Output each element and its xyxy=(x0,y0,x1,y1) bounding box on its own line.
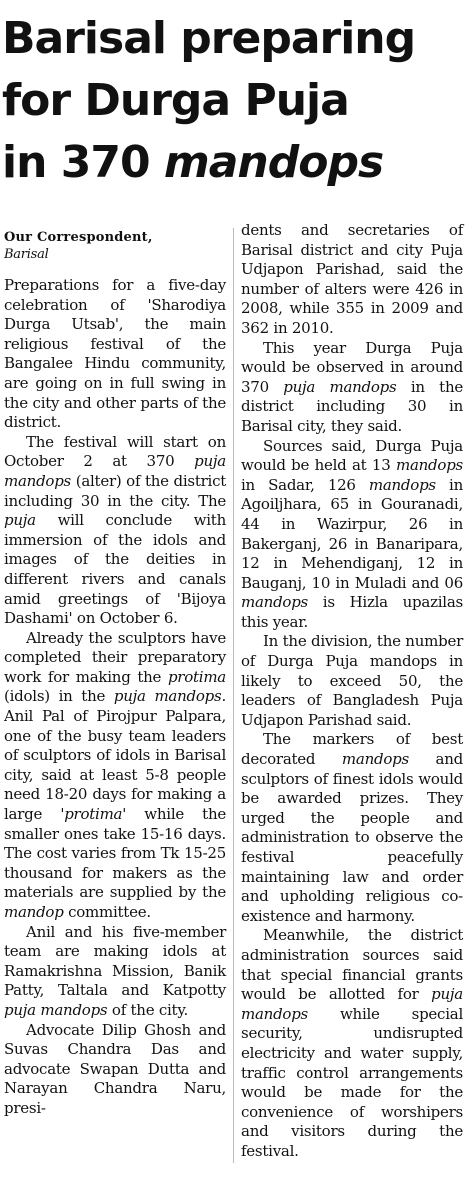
paragraph: Anil and his five-member team are making idols at Ramakrishna Mission, Banik Patty, Taltala and Katpotty puja mandops of the city. xyxy=(4,922,226,1019)
headline-line-2: for Durga Puja xyxy=(2,75,349,126)
paragraph: This year Durga Puja would be observed in around 370 puja mandops in the district including 30 in Barisal city, they said. xyxy=(241,338,463,435)
paragraph: Sources said, Durga Puja would be held at 13 mandops in Sadar, 126 mandops in Agoiljhara, 65 in Gouranadi, 44 in Wazirpur, 26 in Bakerganj, 26 in Banaripara, 12 in Mehendiganj, 12 in Bauganj, 10 in Muladi and 06 mandops is Hizla upazilas this year. xyxy=(241,436,463,631)
byline-place: Barisal xyxy=(4,247,49,262)
headline-line-3-text: in 370 xyxy=(2,137,164,188)
article-column-left xyxy=(4,230,226,1119)
paragraph: Preparations for a five-day celebration of 'Sharodiya Durga Utsab', the main religious festival of the Bangalee Hindu community, are going on in full swing in the city and other parts of the district. xyxy=(4,276,226,432)
paragraph: Already the sculptors have completed their preparatory work for making the protima (idols) in the puja mandops. Anil Pal of Pirojpur Palpara, one of the busy team leaders of sculptors of idols in Barisal city, said at least 5-8 people need 18-20 days for making a large 'protima' while the smaller ones take 15-16 days. The cost varies from Tk 15-25 thousand for makers as the materials are supplied by the mandop committee. xyxy=(4,628,226,921)
headline-line-3 xyxy=(2,132,467,194)
headline xyxy=(2,8,467,194)
column-divider xyxy=(233,228,234,1163)
headline-line-3-italic: mandops xyxy=(163,137,384,188)
paragraph: The markers of best decorated mandops and sculptors of finest idols would be awarded prizes. They urged the people and administration to observe the festival peacefully maintaining law and order and upholding religious co-existence and harmony. xyxy=(241,730,463,925)
paragraph: The festival will start on October 2 at 370 puja mandops (alter) of the district including 30 in the city. The puja will conclude with immersion of the idols and images of the deities in different rivers and canals amid greetings of 'Bijoya Dashami' on October 6. xyxy=(4,432,226,628)
paragraph: dents and secretaries of Barisal district and city Puja Udjapon Parishad, said the number of alters were 426 in 2008, while 355 in 2009 and 362 in 2010. xyxy=(241,221,463,337)
article-column-right xyxy=(241,221,463,1162)
paragraph: Meanwhile, the district administration sources said that special financial grants would be allotted for puja mandops while special security, undisrupted electricity and water supply, traffic control arrangements would be made for the convenience of worshipers and visitors during the festival. xyxy=(241,926,463,1160)
paragraph: Advocate Dilip Ghosh and Suvas Chandra Das and advocate Swapan Dutta and Narayan Chandra Naru, presi- xyxy=(4,1020,226,1117)
byline-author: Our Correspondent, xyxy=(4,230,153,245)
headline-line-1: Barisal preparing xyxy=(2,13,416,64)
paragraph: In the division, the number of Durga Puja mandops in likely to exceed 50, the leaders of Bangladesh Puja Udjapon Parishad said. xyxy=(241,632,463,729)
